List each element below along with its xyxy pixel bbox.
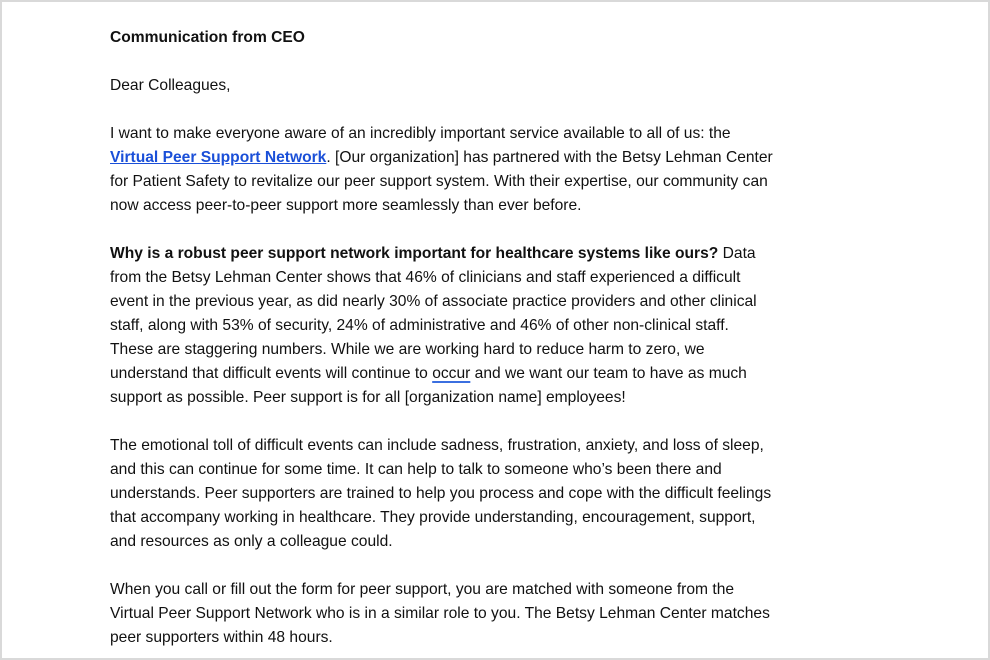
virtual-peer-support-network-link[interactable]: Virtual Peer Support Network: [110, 149, 327, 166]
paragraph-line: and resources as only a colleague could.: [110, 533, 393, 550]
document-title: Communication from CEO: [110, 29, 305, 46]
paragraph-line: When you call or fill out the form for peer support, you are matched with someone from the: [110, 581, 735, 598]
paragraph-why: [110, 242, 910, 410]
paragraph-line: now access peer-to-peer support more seamlessly than ever before.: [110, 197, 582, 214]
paragraph-line: staff, along with 53% of security, 24% of administrative and 46% of other non-clinical staff.: [110, 317, 729, 334]
paragraph-line: understands. Peer supporters are trained to help you process and cope with the difficult feelings: [110, 485, 772, 502]
paragraph-line: peer supporters within 48 hours.: [110, 629, 333, 646]
line-text: and we want our team to have as much: [470, 365, 747, 382]
paragraph-line: for Patient Safety to revitalize our peer support system. With their expertise, our community can: [110, 173, 768, 190]
paragraph-emotional-toll: [110, 434, 910, 554]
paragraph-line: These are staggering numbers. While we are working hard to reduce harm to zero, we: [110, 341, 705, 358]
document-body: [110, 26, 910, 650]
line-text: Data: [718, 245, 756, 262]
paragraph-line: from the Betsy Lehman Center shows that 46% of clinicians and staff experienced a difficult: [110, 269, 741, 286]
spelling-flagged-word[interactable]: occur: [432, 365, 471, 382]
paragraph-line: I want to make everyone aware of an incredibly important service available to all of us: the: [110, 125, 731, 142]
paragraph-line: [110, 242, 910, 266]
paragraph-line: The emotional toll of difficult events can include sadness, frustration, anxiety, and loss of sleep,: [110, 437, 764, 454]
paragraph-line: and this can continue for some time. It can help to talk to someone who’s been there and: [110, 461, 722, 478]
paragraph-matching: [110, 578, 910, 650]
section-heading: Why is a robust peer support network important for healthcare systems like ours?: [110, 245, 719, 262]
paragraph-line: Virtual Peer Support Network who is in a similar role to you. The Betsy Lehman Center matches: [110, 605, 770, 622]
greeting: Dear Colleagues,: [110, 77, 231, 94]
paragraph-line: [110, 362, 910, 386]
line-text: understand that difficult events will continue to: [110, 365, 433, 382]
paragraph-line: support as possible. Peer support is for all [organization name] employees!: [110, 389, 626, 406]
paragraph-intro: [110, 122, 910, 218]
paragraph-line: event in the previous year, as did nearly 30% of associate practice providers and other clinical: [110, 293, 757, 310]
paragraph-line: that accompany working in healthcare. They provide understanding, encouragement, support,: [110, 509, 756, 526]
paragraph-line: [110, 146, 910, 170]
line-text: . [Our organization] has partnered with the Betsy Lehman Center: [326, 149, 773, 166]
